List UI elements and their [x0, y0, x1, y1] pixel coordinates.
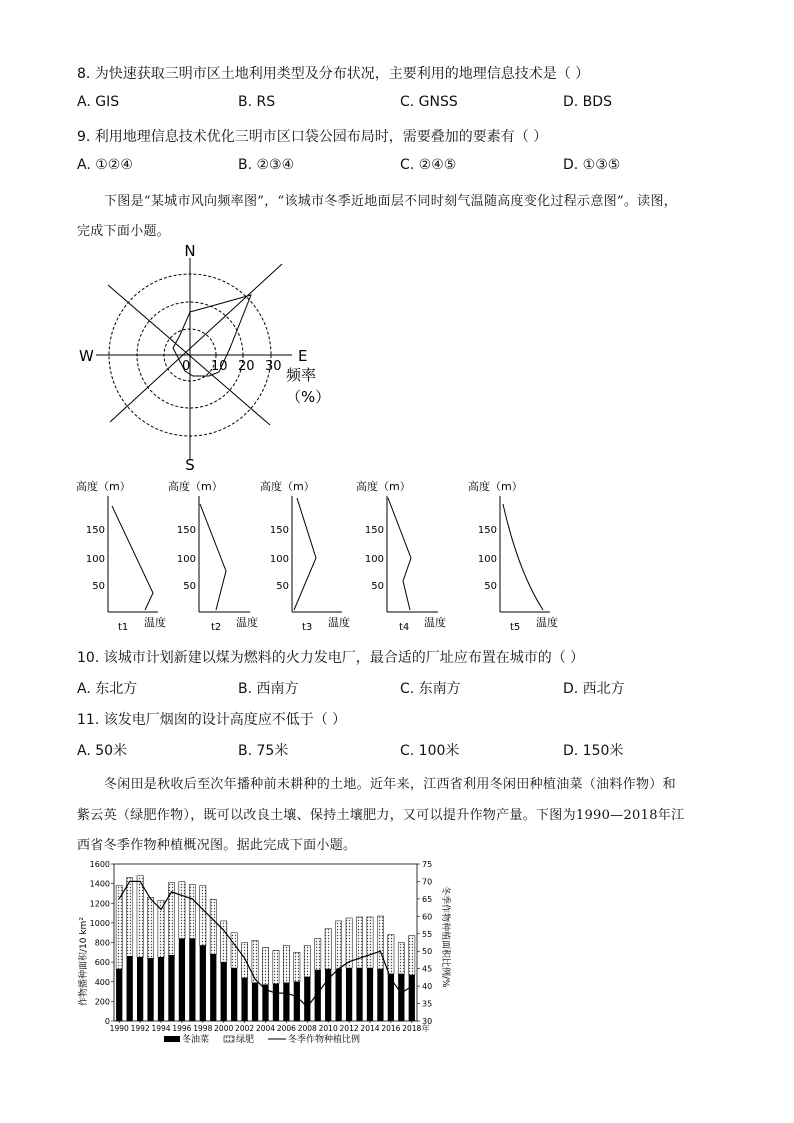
profile-2-ylabel: 高度（m）: [168, 480, 223, 493]
profile-3-ytick-100: 100: [269, 554, 289, 565]
wind-rose-diagram: [70, 240, 330, 472]
q9-option-a[interactable]: A. ①②④: [77, 157, 133, 173]
bar-green-manure-2004: [262, 947, 268, 984]
winter-crop-chart: [72, 856, 452, 1048]
q11-option-b[interactable]: B. 75米: [238, 743, 289, 759]
profile-4-ytick-50: 50: [371, 581, 384, 592]
profile-3-curve: [294, 498, 316, 610]
q11-option-d[interactable]: D. 150米: [563, 743, 624, 759]
ring-label-20: 20: [238, 359, 255, 374]
profile-2-curve: [200, 504, 226, 610]
q8-option-b[interactable]: B. RS: [238, 94, 276, 110]
right-tick-label-75: 75: [422, 860, 433, 869]
bar-rapeseed-2008: [304, 977, 310, 1021]
profile-5-curve: [503, 504, 543, 610]
chart-right-axis-label: 冬季作物种植面积比例/%: [440, 886, 450, 988]
q8-option-d[interactable]: D. BDS: [563, 94, 612, 110]
profile-3-ylabel: 高度（m）: [260, 480, 315, 493]
right-tick-label-35: 35: [422, 999, 433, 1009]
profile-4-curve: [388, 498, 411, 610]
bar-rapeseed-1992: [137, 957, 143, 1021]
bar-rapeseed-2016: [388, 974, 394, 1021]
profile-2-ytick-100: 100: [176, 554, 196, 565]
x-tick-label-1992: 1992: [130, 1024, 150, 1033]
profile-5-xlabel: 温度: [536, 616, 558, 629]
bar-rapeseed-1993: [147, 958, 153, 1021]
bar-rapeseed-2006: [283, 983, 289, 1021]
bar-green-manure-2003: [252, 941, 258, 983]
profile-panel-t3: [260, 479, 350, 633]
left-tick-label-1400: 1400: [89, 879, 110, 889]
x-tick-label-2012: 2012: [339, 1024, 359, 1033]
bar-rapeseed-2017: [398, 974, 404, 1021]
profile-3-time: t3: [302, 622, 313, 633]
bar-rapeseed-1994: [158, 957, 164, 1021]
bar-rapeseed-2001: [231, 968, 237, 1021]
bar-rapeseed-2014: [367, 968, 373, 1021]
question-9-stem: 9. 利用地理信息技术优化三明市区口袋公园布局时，需要叠加的要素有（ ）: [77, 129, 548, 145]
bar-green-manure-2010: [325, 929, 331, 969]
wind-rose-ne-sw-axis: [110, 264, 282, 422]
profile-5-ylabel: 高度（m）: [468, 480, 523, 493]
legend-label-rapeseed: 冬油菜: [182, 1035, 210, 1045]
x-tick-label-2004: 2004: [255, 1024, 276, 1033]
bar-green-manure-1998: [200, 886, 206, 946]
bar-green-manure-2006: [283, 945, 289, 982]
bar-green-manure-2007: [294, 952, 300, 981]
profile-2-time: t2: [211, 622, 222, 633]
left-tick-label-1000: 1000: [89, 918, 110, 928]
right-tick-label-70: 70: [422, 877, 433, 887]
left-tick-label-400: 400: [94, 977, 110, 987]
right-tick-label-30: 30: [422, 1017, 433, 1026]
dir-s: S: [185, 456, 195, 472]
ring-label-0: 0: [182, 359, 191, 374]
profile-panel-t1: [76, 479, 166, 633]
bar-green-manure-1996: [179, 882, 185, 939]
x-tick-label-2008: 2008: [297, 1024, 317, 1033]
x-tick-label-2016: 2016: [381, 1024, 401, 1033]
profile-3-ytick-50: 50: [276, 581, 289, 592]
legend-label-proportion: 冬季作物种植比例: [288, 1035, 361, 1045]
x-tick-label-2010: 2010: [318, 1024, 338, 1033]
right-tick-label-60: 60: [422, 912, 433, 922]
bar-green-manure-2000: [221, 921, 227, 962]
profile-panel-t4: [356, 479, 446, 633]
intro-paragraph-2-line-3: 西省冬季作物种植概况图。据此完成下面小题。: [77, 838, 357, 853]
bar-green-manure-2018: [409, 936, 415, 975]
profile-5-ytick-50: 50: [484, 581, 497, 592]
question-8-stem: 8. 为快速获取三明市区土地利用类型及分布状况，主要利用的地理信息技术是（ ）: [77, 66, 590, 82]
bar-rapeseed-1997: [189, 939, 195, 1021]
left-tick-label-1600: 1600: [89, 860, 110, 869]
bar-rapeseed-2013: [356, 968, 362, 1021]
legend-swatch-green-manure: [224, 1036, 234, 1042]
intro-paragraph-1-line-2: 完成下面小题。: [77, 224, 171, 239]
right-tick-label-45: 45: [422, 964, 433, 974]
bar-rapeseed-2002: [241, 978, 247, 1021]
profile-1-xlabel: 温度: [144, 616, 166, 629]
x-tick-label-1998: 1998: [193, 1024, 213, 1033]
x-tick-label-1996: 1996: [172, 1024, 192, 1033]
bar-green-manure-1995: [168, 883, 174, 956]
bar-rapeseed-1996: [179, 939, 185, 1021]
bar-rapeseed-1999: [210, 954, 216, 1021]
bar-rapeseed-2007: [294, 982, 300, 1021]
chart-bars-layer: [116, 876, 415, 1021]
q10-option-c[interactable]: C. 东南方: [400, 681, 461, 697]
q11-option-a[interactable]: A. 50米: [77, 743, 128, 759]
profile-2-ytick-150: 150: [176, 525, 196, 536]
x-tick-label-1990: 1990: [109, 1024, 129, 1033]
bar-green-manure-1991: [127, 878, 133, 957]
x-tick-label-1994: 1994: [151, 1024, 171, 1033]
bar-rapeseed-2015: [377, 969, 383, 1021]
question-11-stem: 11. 该发电厂烟囱的设计高度应不低于（ ）: [77, 712, 347, 728]
bar-green-manure-2015: [377, 916, 383, 969]
q10-option-a[interactable]: A. 东北方: [77, 681, 138, 697]
profile-panel-t2: [168, 479, 258, 633]
profile-4-ytick-150: 150: [364, 525, 384, 536]
question-10-stem: 10. 该城市计划新建以煤为燃料的火力发电厂，最合适的厂址应布置在城市的（ ）: [77, 650, 585, 666]
bar-green-manure-2005: [273, 950, 279, 983]
intro-paragraph-2-line-2: 紫云英（绿肥作物），既可以改良土壤、保持土壤肥力，又可以提升作物产量。下图为1990—2018年江: [77, 808, 685, 823]
ring-label-30: 30: [265, 359, 282, 374]
left-tick-label-600: 600: [94, 958, 110, 968]
profile-4-xlabel: 温度: [424, 616, 446, 629]
bar-green-manure-2002: [241, 943, 247, 978]
bar-green-manure-2013: [356, 917, 362, 968]
q10-option-b[interactable]: B. 西南方: [238, 681, 299, 697]
left-tick-label-1200: 1200: [89, 899, 110, 909]
bar-rapeseed-1990: [116, 969, 122, 1021]
bar-green-manure-2017: [398, 943, 404, 974]
temperature-profile-diagram: [60, 476, 580, 636]
bar-rapeseed-1995: [168, 955, 174, 1021]
wind-rose-unit-line-2: （%）: [286, 388, 330, 406]
right-tick-label-65: 65: [422, 894, 433, 904]
ring-label-10: 10: [211, 359, 228, 374]
bar-green-manure-2001: [231, 933, 237, 968]
profile-3-xlabel: 温度: [328, 616, 350, 629]
bar-rapeseed-1991: [127, 956, 133, 1021]
bar-rapeseed-2011: [336, 969, 342, 1021]
profile-1-ytick-100: 100: [85, 554, 105, 565]
x-tick-label-2002: 2002: [235, 1024, 255, 1033]
left-tick-label-800: 800: [94, 938, 110, 948]
bar-green-manure-1999: [210, 899, 216, 954]
profile-4-ytick-100: 100: [364, 554, 384, 565]
bar-rapeseed-1998: [200, 945, 206, 1021]
bar-rapeseed-2005: [273, 984, 279, 1021]
profile-1-ytick-50: 50: [92, 581, 105, 592]
bar-green-manure-2009: [315, 939, 321, 970]
intro-paragraph-1-line-1: 下图是“某城市风向频率图”，“该城市冬季近地面层不同时刻气温随高度变化过程示意图”。读图，: [104, 194, 678, 209]
profile-5-time: t5: [510, 622, 521, 633]
bar-green-manure-2014: [367, 917, 373, 968]
bar-green-manure-2016: [388, 935, 394, 974]
x-tick-label-2006: 2006: [276, 1024, 296, 1033]
left-tick-label-200: 200: [94, 997, 110, 1007]
q9-option-d[interactable]: D. ①③⑤: [563, 157, 621, 173]
bar-rapeseed-2012: [346, 968, 352, 1021]
x-axis-suffix: 年: [421, 1024, 430, 1033]
profile-2-xlabel: 温度: [236, 616, 258, 629]
bar-green-manure-1997: [189, 885, 195, 939]
bar-rapeseed-2003: [252, 983, 258, 1021]
x-tick-label-2018: 2018: [402, 1024, 422, 1033]
bar-green-manure-1992: [137, 876, 143, 957]
legend-label-green-manure: 绿肥: [236, 1035, 255, 1045]
q8-option-c[interactable]: C. GNSS: [400, 94, 458, 110]
profile-1-ylabel: 高度（m）: [76, 480, 131, 493]
x-tick-label-2014: 2014: [360, 1024, 380, 1033]
legend-swatch-rapeseed: [164, 1036, 180, 1042]
profile-3-ytick-150: 150: [269, 525, 289, 536]
profile-4-ylabel: 高度（m）: [356, 480, 411, 493]
profile-1-ytick-150: 150: [85, 525, 105, 536]
q9-option-c[interactable]: C. ②④⑤: [400, 157, 457, 173]
dir-n: N: [184, 242, 196, 260]
bar-green-manure-2011: [336, 921, 342, 969]
profile-5-ytick-150: 150: [477, 525, 497, 536]
dir-w: W: [79, 347, 94, 365]
right-tick-label-50: 50: [422, 947, 433, 957]
right-tick-label-40: 40: [422, 982, 433, 992]
chart-left-axis-label: 作物播种面积/10 km²: [79, 917, 89, 1006]
wind-rose-unit-line-1: 频率: [286, 366, 317, 384]
bar-rapeseed-2018: [409, 975, 415, 1021]
bar-green-manure-1993: [147, 897, 153, 958]
bar-rapeseed-2000: [221, 962, 227, 1021]
q8-option-a[interactable]: A. GIS: [77, 94, 120, 110]
q9-option-b[interactable]: B. ②③④: [238, 157, 295, 173]
dir-e: E: [298, 347, 308, 365]
profile-2-ytick-50: 50: [183, 581, 196, 592]
x-tick-label-2000: 2000: [214, 1024, 234, 1033]
profile-panel-t5: [468, 479, 558, 633]
q10-option-d[interactable]: D. 西北方: [563, 681, 625, 697]
right-tick-label-55: 55: [422, 929, 433, 939]
left-tick-label-0: 0: [104, 1017, 110, 1026]
profile-1-time: t1: [118, 622, 129, 633]
profile-1-curve: [112, 506, 153, 610]
q11-option-c[interactable]: C. 100米: [400, 743, 460, 759]
intro-paragraph-2-line-1: 冬闲田是秋收后至次年播种前未耕种的土地。近年来，江西省利用冬闲田种植油菜（油料作物）和: [104, 777, 676, 792]
profile-4-time: t4: [399, 622, 410, 633]
bar-green-manure-2008: [304, 945, 310, 976]
profile-5-ytick-100: 100: [477, 554, 497, 565]
